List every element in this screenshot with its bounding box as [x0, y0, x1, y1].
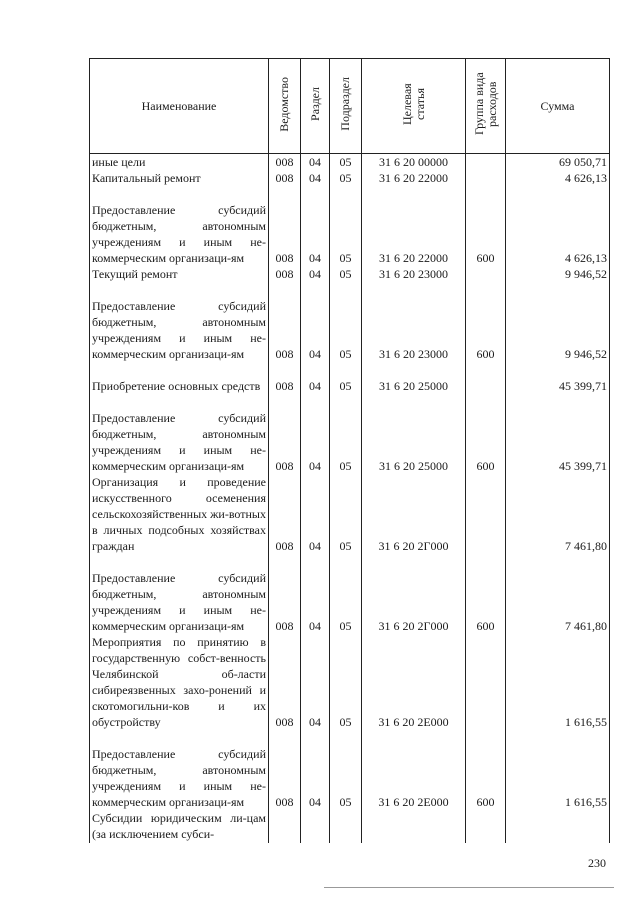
row-subsection: 05: [330, 362, 362, 394]
row-subsection: 05: [330, 554, 362, 634]
row-section: 04: [301, 186, 330, 266]
row-exp-group: [466, 810, 506, 843]
header-exp-group: Группа вида расходов: [466, 59, 506, 154]
header-section: Раздел: [301, 59, 330, 154]
row-exp-group: 600: [466, 394, 506, 474]
row-target: 31 6 20 2Г000: [362, 474, 466, 554]
row-subsection: 05: [330, 170, 362, 186]
row-name: Капитальный ремонт: [90, 170, 269, 186]
row-subsection: 05: [330, 282, 362, 362]
row-dept: 008: [269, 394, 301, 474]
row-subsection: 05: [330, 730, 362, 810]
row-sum: 4 626,13: [506, 186, 610, 266]
page-number: 230: [588, 856, 606, 870]
row-section: 04: [301, 730, 330, 810]
header-target: Целевая статья: [362, 59, 466, 154]
row-section: 04: [301, 170, 330, 186]
table-row: [90, 266, 610, 282]
row-name: Предоставление субсидий бюджетным, автономным учреждениям и иным не-коммерческим организаци-ям: [90, 554, 269, 634]
row-sum: 4 626,13: [506, 170, 610, 186]
row-target: 31 6 20 00000: [362, 154, 466, 171]
table-row: [90, 474, 610, 554]
row-section: 04: [301, 394, 330, 474]
row-name: Предоставление субсидий бюджетным, автономным учреждениям и иным не-коммерческим организаци-ям: [90, 394, 269, 474]
table-row: [90, 394, 610, 474]
table-row: [90, 186, 610, 266]
table-row: [90, 282, 610, 362]
row-dept: 008: [269, 282, 301, 362]
row-subsection: [330, 810, 362, 843]
row-dept: 008: [269, 186, 301, 266]
row-name: Предоставление субсидий бюджетным, автономным учреждениям и иным не-коммерческим организаци-ям: [90, 186, 269, 266]
row-section: 04: [301, 362, 330, 394]
row-name: Приобретение основных средств: [90, 362, 269, 394]
row-exp-group: [466, 266, 506, 282]
row-name: Предоставление субсидий бюджетным, автономным учреждениям и иным не-коммерческим организаци-ям: [90, 282, 269, 362]
table-header-row: [90, 59, 610, 154]
header-name: Наименование: [90, 59, 269, 154]
row-subsection: 05: [330, 266, 362, 282]
budget-table: [89, 58, 610, 843]
row-dept: 008: [269, 730, 301, 810]
row-exp-group: 600: [466, 186, 506, 266]
row-exp-group: 600: [466, 730, 506, 810]
row-exp-group: [466, 634, 506, 730]
row-section: 04: [301, 282, 330, 362]
row-dept: 008: [269, 362, 301, 394]
row-dept: 008: [269, 266, 301, 282]
row-subsection: 05: [330, 474, 362, 554]
row-sum: 7 461,80: [506, 554, 610, 634]
row-section: [301, 810, 330, 843]
row-dept: 008: [269, 634, 301, 730]
row-target: 31 6 20 2Е000: [362, 730, 466, 810]
row-dept: 008: [269, 170, 301, 186]
row-dept: 008: [269, 154, 301, 171]
row-sum: 45 399,71: [506, 362, 610, 394]
row-sum: [506, 810, 610, 843]
row-dept: [269, 810, 301, 843]
row-target: 31 6 20 23000: [362, 266, 466, 282]
row-target: 31 6 20 25000: [362, 362, 466, 394]
row-section: 04: [301, 266, 330, 282]
row-target: 31 6 20 25000: [362, 394, 466, 474]
row-exp-group: [466, 170, 506, 186]
row-sum: 45 399,71: [506, 394, 610, 474]
header-sum: Сумма: [506, 59, 610, 154]
row-sum: 9 946,52: [506, 282, 610, 362]
table-row: [90, 170, 610, 186]
table-row: [90, 730, 610, 810]
table-row: [90, 554, 610, 634]
row-name: Организация и проведение искусственного осеменения сельскохозяйственных жи-вотных в личных подсобных хозяйствах граждан: [90, 474, 269, 554]
row-target: [362, 810, 466, 843]
row-sum: 1 616,55: [506, 634, 610, 730]
row-sum: 9 946,52: [506, 266, 610, 282]
header-subsection: Подраздел: [330, 59, 362, 154]
table-row: [90, 154, 610, 171]
row-sum: 7 461,80: [506, 474, 610, 554]
row-target: 31 6 20 2Г000: [362, 554, 466, 634]
row-name: Мероприятия по принятию в государственную собст-венность Челябинской об-ласти сибиреязвенных захо-ронений и скотомогильни-ков и их обустройству: [90, 634, 269, 730]
row-name: Предоставление субсидий бюджетным, автономным учреждениям и иным не-коммерческим организаци-ям: [90, 730, 269, 810]
row-subsection: 05: [330, 634, 362, 730]
row-dept: 008: [269, 554, 301, 634]
footer-divider: [324, 887, 614, 888]
row-section: 04: [301, 154, 330, 171]
row-target: 31 6 20 23000: [362, 282, 466, 362]
row-section: 04: [301, 554, 330, 634]
table-row: [90, 810, 610, 843]
row-exp-group: [466, 362, 506, 394]
row-exp-group: [466, 154, 506, 171]
row-subsection: 05: [330, 186, 362, 266]
row-sum: 1 616,55: [506, 730, 610, 810]
row-target: 31 6 20 22000: [362, 170, 466, 186]
row-subsection: 05: [330, 154, 362, 171]
row-exp-group: [466, 474, 506, 554]
row-name: иные цели: [90, 154, 269, 171]
row-exp-group: 600: [466, 282, 506, 362]
row-name: Текущий ремонт: [90, 266, 269, 282]
row-dept: 008: [269, 474, 301, 554]
row-target: 31 6 20 22000: [362, 186, 466, 266]
row-sum: 69 050,71: [506, 154, 610, 171]
row-subsection: 05: [330, 394, 362, 474]
table-row: [90, 362, 610, 394]
row-section: 04: [301, 474, 330, 554]
header-dept: Ведомство: [269, 59, 301, 154]
row-target: 31 6 20 2Е000: [362, 634, 466, 730]
table-row: [90, 634, 610, 730]
row-name: Субсидии юридическим ли-цам (за исключением субси-: [90, 810, 269, 843]
row-exp-group: 600: [466, 554, 506, 634]
row-section: 04: [301, 634, 330, 730]
